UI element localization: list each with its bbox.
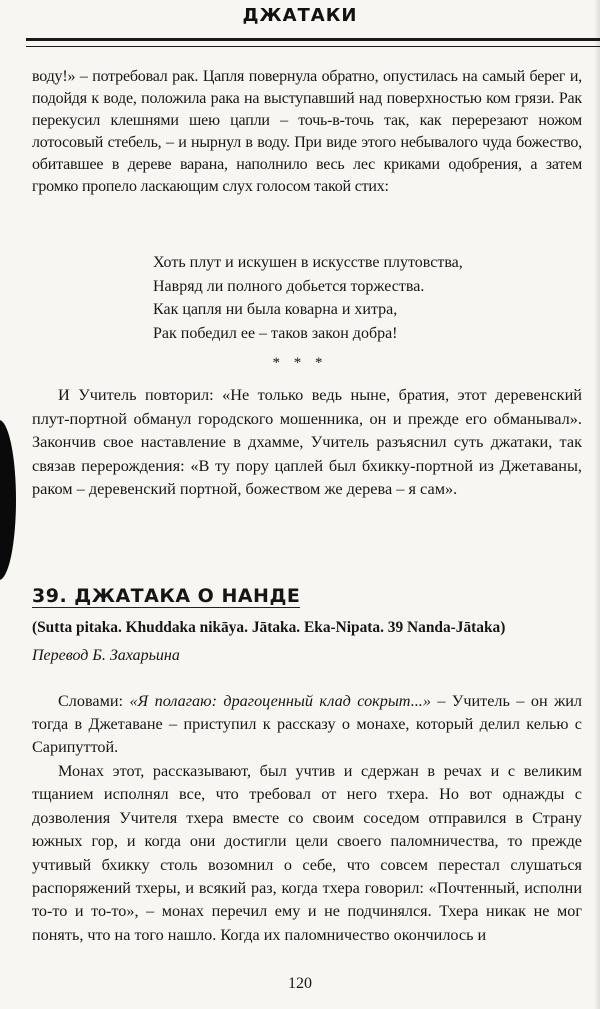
header-rule-thin bbox=[26, 46, 600, 47]
poem-line: Как цапля ни была коварна и хитра, bbox=[153, 301, 398, 318]
header-rule-thick bbox=[26, 38, 600, 41]
paragraph-story: Монах этот, рассказывают, был учтив и сдержан в речах и с великим тщанием исполнял все, что требовал от него тхера. Но вот однажды с дозволения Учителя тхера вместе со своим соседом отправился в Страну южных гор, и когда они достигли цели своего паломничества, то прежде учтивый бхикку столь возомнил о себе, что совсем перестал слушаться распоряжений тхеры, и всякий раз, когда тхера говорил: «Почтенный, исполни то-то и то-то», – монах перечил ему и не подчинялся. Тхера никак не мог понять, что на того нашло. Когда их паломничество окончилось и bbox=[32, 762, 582, 944]
paragraph-opening-lead: Словами: bbox=[58, 692, 130, 710]
paragraph-opening-quote: «Я полагаю: драгоценный клад сокрыт...» bbox=[129, 692, 431, 710]
page-number: 120 bbox=[288, 975, 312, 992]
poem-line: Навряд ли полного добьется торжества. bbox=[153, 277, 425, 295]
page-edge-shadow bbox=[594, 0, 600, 1009]
section-separator: * * * bbox=[272, 355, 328, 371]
binding-shadow bbox=[0, 420, 16, 580]
paragraph-opening-rest: – Учитель – он жил тогда в Джетаване – приступил к рассказу о монахе, который делил келью с Сарипуттой. bbox=[32, 692, 582, 756]
poem-line: Рак победил ее – таков закон добра! bbox=[153, 324, 398, 342]
page-header bbox=[0, 5, 600, 26]
paragraph-opening bbox=[32, 690, 582, 759]
chapter-title: 39. ДЖАТАКА О НАНДЕ bbox=[32, 585, 301, 607]
poem-verse bbox=[153, 251, 533, 345]
paragraph-continued: воду!» – потребовал рак. Цапля повернула обратно, опустилась на самый берег и, подойдя к воде, положила рака на выступавший над поверхностью ком грязи. Рак перекусил клешнями шею цапли – точь-в-точь так, как перерезают ножом лотосовый стебель, – и нырнул в воду. При виде этого небывалого чуда божество, обитавшее в дереве варана, наполнило весь лес криками одобрения, а затем громко пропело ласкающим слух голосом такой стих: bbox=[32, 68, 582, 195]
poem-line: Хоть плут и искушен в искусстве плутовства, bbox=[153, 254, 463, 271]
running-title: ДЖАТАКИ bbox=[242, 5, 358, 26]
chapter-translator: Перевод Б. Захарьина bbox=[32, 647, 180, 664]
paragraph-conclusion: И Учитель повторил: «Не только ведь ныне, братия, этот деревенский плут-портной обманул городского мошенника, он и прежде его обманывал». Закончив свое наставление в дхамме, Учитель разъяснил суть джатаки, так связав перерождения: «В ту пору цаплей был бхикку-портной из Джетаваны, раком – деревенский портной, божеством же дерева – я сам». bbox=[32, 385, 582, 499]
chapter-source: (Sutta pitaka. Khuddaka nikāya. Jātaka. Eka-Nipata. 39 Nanda-Jātaka) bbox=[32, 619, 506, 636]
